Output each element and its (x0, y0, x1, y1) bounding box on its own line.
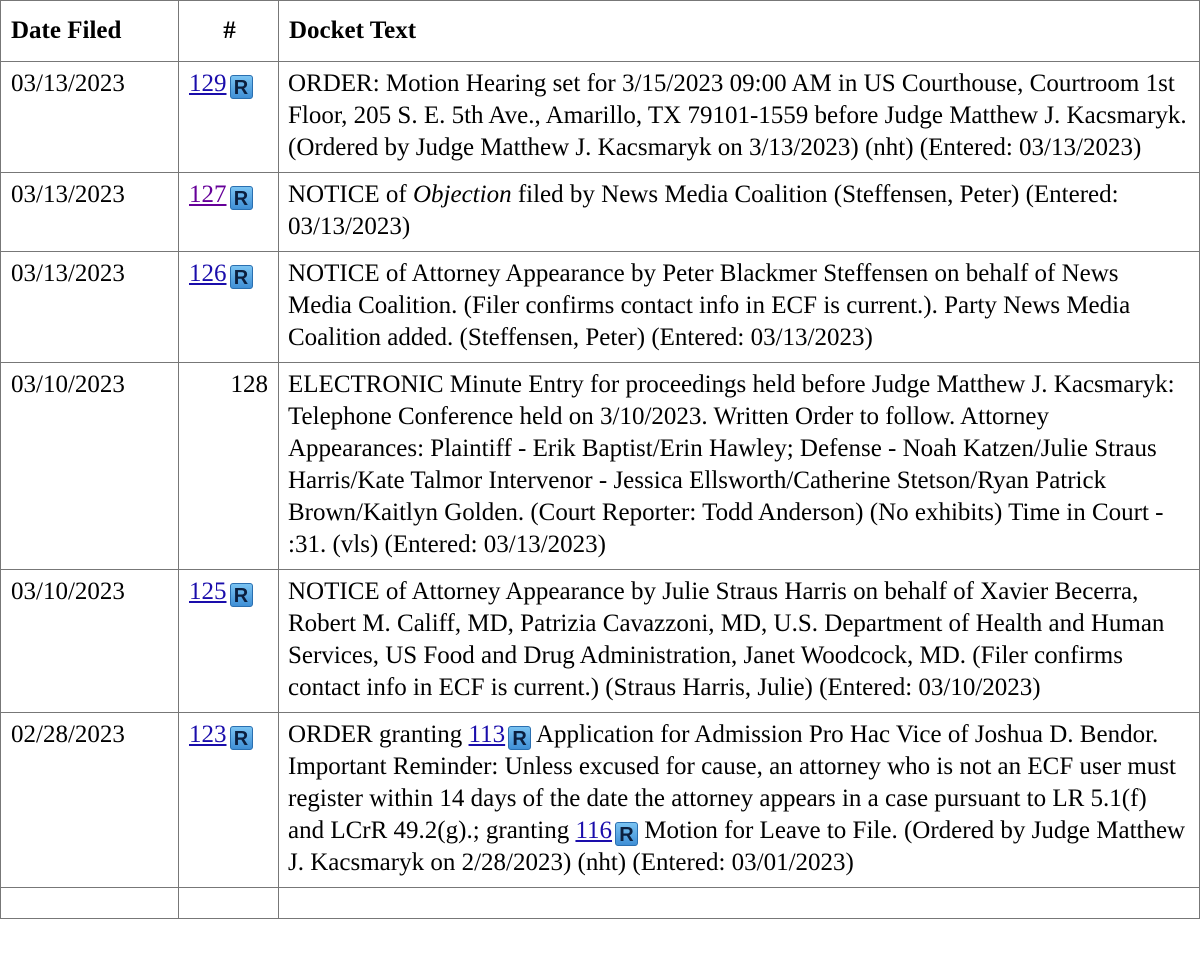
r-document-icon[interactable] (230, 726, 253, 750)
docket-text-cell (279, 713, 1200, 888)
document-link-125[interactable]: 125 (189, 578, 227, 605)
docket-text-part: NOTICE of (288, 181, 413, 208)
docket-text-cell: ORDER: Motion Hearing set for 3/15/2023 09:00 AM in US Courthouse, Courtroom 1st Floor, 205 S. E. 5th Ave., Amarillo, TX 79101-1559 before Judge Matthew J. Kacsmaryk. (Ordered by Judge Matthew J. Kacsmaryk on 3/13/2023) (nht) (Entered: 03/13/2023) (279, 62, 1200, 173)
date-cell: 03/13/2023 (1, 62, 179, 173)
r-document-icon[interactable] (615, 822, 638, 846)
docket-row (1, 173, 1200, 252)
header-docket-text: Docket Text (279, 1, 1200, 62)
document-link-113[interactable]: 113 (468, 721, 506, 748)
docket-text-part: ORDER granting (288, 721, 469, 748)
r-document-icon[interactable] (508, 726, 531, 750)
docket-text-part: filed by News Media Coalition (Steffensen, Peter) (Entered: 03/13/2023) (288, 181, 1119, 240)
document-link-123[interactable]: 123 (189, 721, 227, 748)
docket-text-part: Motion for Leave to File. (Ordered by Judge Matthew J. Kacsmaryk on 2/28/2023) (nht) (Entered: 03/01/2023) (288, 817, 1186, 876)
date-cell: 02/28/2023 (1, 713, 179, 888)
r-document-icon[interactable] (230, 186, 253, 210)
header-number: # (179, 1, 279, 62)
document-link-129[interactable]: 129 (189, 70, 227, 97)
date-cell: 03/13/2023 (1, 252, 179, 363)
docket-text-cell: NOTICE of Attorney Appearance by Peter Blackmer Steffensen on behalf of News Media Coalition. (Filer confirms contact info in ECF is current.). Party News Media Coalition added. (Steffensen, Peter) (Entered: 03/13/2023) (279, 252, 1200, 363)
date-cell: 03/13/2023 (1, 173, 179, 252)
document-link-126[interactable]: 126 (189, 260, 227, 287)
docket-text-cell: NOTICE of Attorney Appearance by Julie Straus Harris on behalf of Xavier Becerra, Robert M. Califf, MD, Patrizia Cavazzoni, MD, U.S. Department of Health and Human Services, US Food and Drug Administration, Janet Woodcock, MD. (Filer confirms contact info in ECF is current.) (Straus Harris, Julie) (Entered: 03/10/2023) (279, 570, 1200, 713)
number-cell (179, 570, 279, 713)
docket-text-cell (279, 888, 1200, 919)
docket-row (1, 570, 1200, 713)
document-link-116[interactable]: 116 (575, 817, 613, 844)
number-cell: 128 (179, 363, 279, 570)
docket-text-cell (279, 173, 1200, 252)
number-cell (179, 252, 279, 363)
docket-row (1, 713, 1200, 888)
docket-row-partial (1, 888, 1200, 919)
number-cell (179, 888, 279, 919)
date-cell (1, 888, 179, 919)
r-document-icon[interactable] (230, 265, 253, 289)
docket-text-emphasis: Objection (412, 181, 512, 208)
header-date-filed: Date Filed (1, 1, 179, 62)
document-link-127[interactable]: 127 (189, 181, 227, 208)
number-cell (179, 713, 279, 888)
docket-row (1, 62, 1200, 173)
docket-text-cell: ELECTRONIC Minute Entry for proceedings held before Judge Matthew J. Kacsmaryk: Telephone Conference held on 3/10/2023. Written Order to follow. Attorney Appearances: Plaintiff - Erik Baptist/Erin Hawley; Defense - Noah Katzen/Julie Straus Harris/Kate Talmor Intervenor - Jessica Ellsworth/Catherine Stetson/Ryan Patrick Brown/Kaitlyn Golden. (Court Reporter: Todd Anderson) (No exhibits) Time in Court - :31. (vls) (Entered: 03/13/2023) (279, 363, 1200, 570)
docket-row (1, 252, 1200, 363)
number-cell (179, 62, 279, 173)
date-cell: 03/10/2023 (1, 570, 179, 713)
date-cell: 03/10/2023 (1, 363, 179, 570)
header-row (1, 1, 1200, 62)
r-document-icon[interactable] (230, 583, 253, 607)
docket-row (1, 363, 1200, 570)
number-cell (179, 173, 279, 252)
r-document-icon[interactable] (230, 75, 253, 99)
docket-text-part: Application for Admission Pro Hac Vice of Joshua D. Bendor. Important Reminder: Unless excused for cause, an attorney who is not an ECF user must register within 14 days of the date the attorney appears in a case pursuant to LR 5.1(f) and LCrR 49.2(g).; granting (288, 721, 1177, 844)
